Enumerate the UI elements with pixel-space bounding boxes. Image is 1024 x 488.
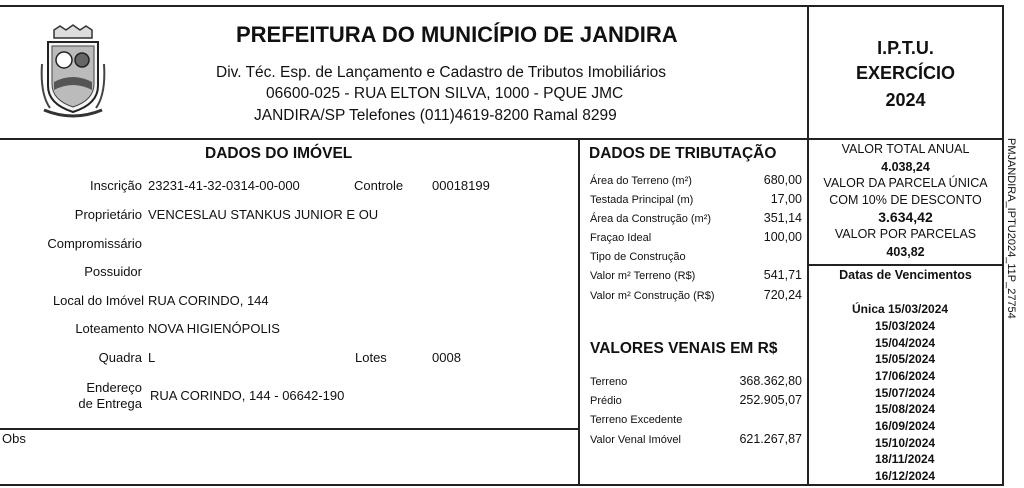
lotes-value: 0008 [432, 350, 461, 365]
border-bottom [0, 484, 1004, 486]
trib-value: 17,00 [770, 192, 802, 206]
loteamento-label: Loteamento [75, 321, 144, 336]
loteamento-value: NOVA HIGIENÓPOLIS [148, 321, 280, 336]
trib-label: Área do Terreno (m²) [590, 175, 692, 187]
vencimento-date: 18/11/2024 [875, 452, 935, 466]
trib-label: Fraçao Ideal [590, 232, 652, 244]
possuidor-label: Possuidor [84, 264, 142, 279]
inscricao-value: 23231-41-32-0314-00-000 [148, 178, 300, 193]
lotes-label: Lotes [355, 350, 387, 365]
divider-header [0, 138, 1004, 140]
trib-value: 720,24 [763, 288, 802, 302]
vencimentos-heading: Datas de Vencimentos [839, 268, 972, 282]
unica-value: 3.634,42 [878, 209, 933, 225]
venais-heading: VALORES VENAIS EM R$ [590, 340, 778, 357]
header-title: PREFEITURA DO MUNICÍPIO DE JANDIRA [236, 22, 678, 47]
endereco-label-1: Endereço [86, 380, 142, 395]
trib-label: Área da Construção (m²) [590, 213, 712, 225]
endereco-value: RUA CORINDO, 144 - 06642-190 [150, 388, 345, 403]
proprietario-label: Proprietário [74, 207, 142, 222]
iptu-year: 2024 [885, 90, 926, 110]
tributacao-heading: DADOS DE TRIBUTAÇÃO [589, 145, 777, 162]
iptu-exercicio: EXERCÍCIO [855, 63, 956, 83]
vencimento-date: 15/10/2024 [875, 436, 936, 450]
border-top [0, 5, 1004, 7]
venal-label: Terreno Excedente [590, 414, 683, 426]
venal-label: Terreno [590, 376, 628, 388]
trib-label: Valor m² Construção (R$) [590, 290, 715, 302]
vencimento-date: 16/09/2024 [875, 419, 936, 433]
endereco-label-2: de Entrega [78, 396, 142, 411]
divider-trib-col [578, 139, 580, 486]
iptu-title: I.P.T.U. [877, 38, 934, 58]
vencimento-date: 17/06/2024 [875, 369, 936, 383]
trib-value: 351,14 [763, 211, 802, 225]
venal-value: 368.362,80 [739, 374, 802, 388]
proprietario-value: VENCESLAU STANKUS JUNIOR E OU [148, 207, 379, 222]
trib-label: Valor m² Terreno (R$) [590, 270, 696, 282]
trib-label: Testada Principal (m) [590, 194, 694, 206]
venal-value: 621.267,87 [739, 432, 802, 446]
parcelas-value: 403,82 [886, 245, 925, 259]
trib-label: Tipo de Construção [590, 251, 686, 263]
quadra-value: L [148, 350, 156, 365]
vencimento-date: 15/08/2024 [875, 402, 936, 416]
header-address: 06600-025 - RUA ELTON SILVA, 1000 - PQUE JMC [266, 85, 624, 102]
local-label: Local do Imóvel [52, 293, 144, 308]
obs-label: Obs [2, 431, 26, 446]
venal-label: Prédio [590, 395, 622, 407]
vencimento-date: 15/07/2024 [875, 386, 936, 400]
inscricao-label: Inscrição [89, 178, 142, 193]
coat-of-arms-logo [40, 24, 106, 124]
side-document-code: PMJANDIRA_IPTU2024_11P_27754 [1005, 138, 1017, 319]
total-label: VALOR TOTAL ANUAL [841, 142, 970, 156]
trib-value: 541,71 [763, 268, 802, 282]
total-value: 4.038,24 [881, 160, 930, 174]
vencimento-date: 15/04/2024 [875, 336, 936, 350]
unica-label-2: COM 10% DE DESCONTO [829, 193, 982, 207]
header-phones: JANDIRA/SP Telefones (011)4619-8200 Ramal 8299 [254, 107, 617, 124]
trib-value: 680,00 [763, 173, 802, 187]
vencimento-date: 16/12/2024 [875, 469, 936, 483]
imovel-heading: DADOS DO IMÓVEL [205, 145, 353, 162]
parcelas-label: VALOR POR PARCELAS [834, 227, 977, 241]
controle-label: Controle [354, 178, 404, 193]
quadra-label: Quadra [98, 350, 142, 365]
vencimento-date: 15/03/2024 [875, 319, 936, 333]
venal-value: 252.905,07 [739, 393, 802, 407]
trib-value: 100,00 [763, 230, 802, 244]
unica-label-1: VALOR DA PARCELA ÚNICA [823, 176, 988, 190]
controle-value: 00018199 [432, 178, 490, 193]
divider-obs [0, 428, 579, 430]
header-department: Div. Téc. Esp. de Lançamento e Cadastro de Tributos Imobiliários [216, 64, 667, 81]
vencimento-unica: Única 15/03/2024 [852, 302, 949, 316]
venal-label: Valor Venal Imóvel [590, 434, 681, 446]
vencimento-date: 15/05/2024 [875, 352, 936, 366]
compromissario-label: Compromissário [47, 236, 142, 251]
local-value: RUA CORINDO, 144 [148, 293, 269, 308]
divider-vencimentos [808, 264, 1004, 266]
